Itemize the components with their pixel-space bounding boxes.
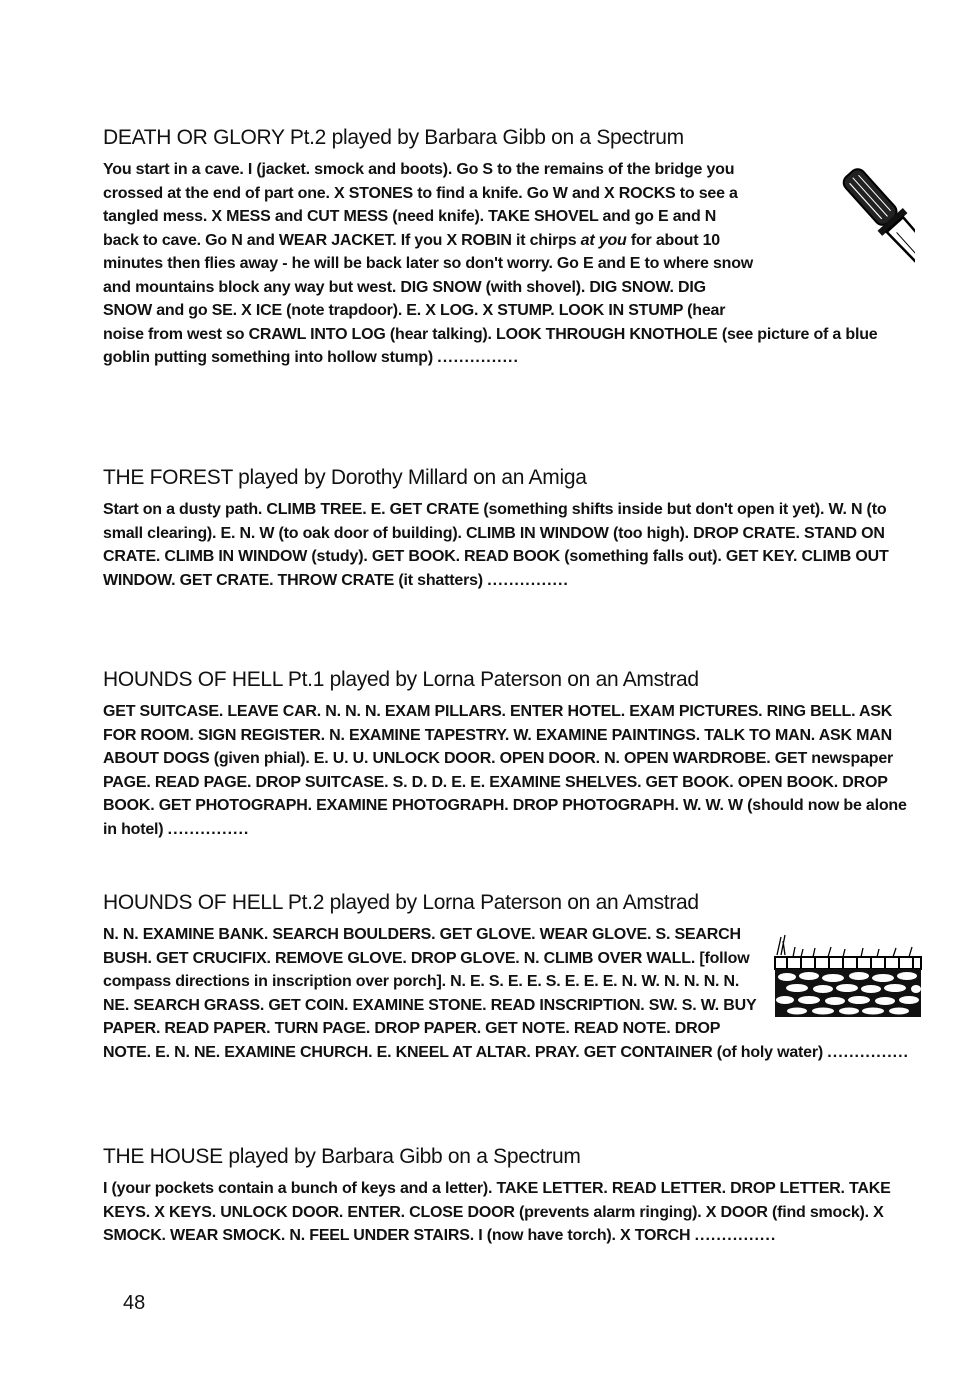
text-run: You start in a cave. I (jacket. smock and boots). Go S to the remains of the bridge you crossed at the end of part one. X STONES to find a knife. Go W and X ROCKS to see a tangled mess. X MESS and CUT MESS (need knife). TAKE SHOVEL and go E and N back to cave. Go N and WEAR JACKET. If you X ROBIN it chirps — [103, 161, 738, 249]
text-run: Start on a dusty path. CLIMB TREE. E. GET CRATE (something shifts inside but don't open it yet). W. N (to small clearing). E. N. W (to oak door of building). CLIMB IN WINDOW (too high). DROP CRATE. STAND ON CRATE. CLIMB IN WINDOW (study). GET BOOK. READ BOOK (something falls out). GET KEY. CLIMB OUT WINDOW. GET CRATE. THROW CRATE (it shatters) — [103, 501, 889, 589]
section-title: HOUNDS OF HELL Pt.2 played by Lorna Paterson on an Amstrad — [103, 891, 699, 914]
section-body — [103, 923, 923, 1064]
section-end-dots: ............... — [437, 349, 519, 366]
text-run: N. N. EXAMINE BANK. SEARCH BOULDERS. GET GLOVE. WEAR GLOVE. S. SEARCH BUSH. GET CRUCIFIX. REMOVE GLOVE. DROP GLOVE. N. CLIMB OVER WALL. [follow compass directions in inscription over porch]. N. E. S. E. E. S. E. E. E. N. W. N. N. N. N. NE. SEARCH GRASS. GET COIN. EXAMINE STONE. READ INSCRIPTION. SW. S. W. BUY PAPER. READ PAPER. TURN PAGE. DROP PAPER. GET NOTE. READ NOTE. DROP NOTE. E. N. NE. EXAMINE CHURCH. E. KNEEL AT ALTAR. PRAY. GET CONTAINER (of holy water) — [103, 926, 824, 1061]
page-number: 48 — [123, 1292, 146, 1314]
section-body — [103, 498, 918, 592]
section-the-house — [103, 1145, 918, 1248]
section-end-dots: ............... — [487, 571, 569, 589]
section-end-dots: ............... — [827, 1043, 909, 1061]
section-end-dots: ............... — [167, 820, 250, 838]
section-title: THE FOREST played by Dorothy Millard on an Amiga — [103, 466, 587, 489]
section-hounds-of-hell-pt1 — [103, 668, 923, 841]
section-body — [103, 158, 915, 370]
text-run: for about 10 minutes then flies away - he will be back later so don't worry. Go E and E to where snow and mountains block any way but west. DIG SNOW (with shovel). DIG SNOW. DIG SNOW and go SE. X ICE (note trapdoor). E. X LOG. X STUMP. LOOK IN STUMP (hear noise from west so CRAWL INTO LOG (hear talking). LOOK THROUGH KNOTHOLE (see picture of a blue goblin putting something into hollow stump) — [103, 231, 878, 366]
section-hounds-of-hell-pt2 — [103, 891, 923, 1064]
section-body — [103, 700, 923, 841]
knife-illustration — [765, 158, 915, 318]
section-title: DEATH OR GLORY Pt.2 played by Barbara Gibb on a Spectrum — [103, 126, 684, 149]
text-run: GET SUITCASE. LEAVE CAR. N. N. N. EXAM PILLARS. ENTER HOTEL. EXAM PICTURES. RING BELL. ASK FOR ROOM. SIGN REGISTER. N. EXAMINE TAPESTRY. W. EXAMINE PAINTINGS. TALK TO MAN. ASK MAN ABOUT DOGS (given phial). E. U. U. UNLOCK DOOR. OPEN DOOR. N. OPEN WARDROBE. GET newspaper PAGE. READ PAGE. DROP SUITCASE. S. D. D. E. E. EXAMINE SHELVES. GET BOOK. OPEN BOOK. DROP BOOK. GET PHOTOGRAPH. EXAMINE PHOTOGRAPH. DROP PHOTOGRAPH. W. W. W (should now be alone in hotel) — [103, 703, 907, 838]
section-the-forest — [103, 466, 918, 592]
section-title: THE HOUSE played by Barbara Gibb on a Spectrum — [103, 1145, 581, 1168]
section-body — [103, 1177, 918, 1248]
text-run-italic: at you — [580, 231, 627, 249]
section-title: HOUNDS OF HELL Pt.1 played by Lorna Paterson on an Amstrad — [103, 668, 699, 691]
section-death-or-glory — [103, 126, 915, 370]
section-end-dots: ............... — [694, 1227, 777, 1244]
stone-wall-illustration — [773, 933, 923, 1023]
text-run: I (your pockets contain a bunch of keys and a letter). TAKE LETTER. READ LETTER. DROP LETTER. TAKE KEYS. X KEYS. UNLOCK DOOR. ENTER. CLOSE DOOR (prevents alarm ringing). X DOOR (find smock). X SMOCK. WEAR SMOCK. N. FEEL UNDER STAIRS. I (now have torch). X TORCH — [103, 1180, 891, 1244]
